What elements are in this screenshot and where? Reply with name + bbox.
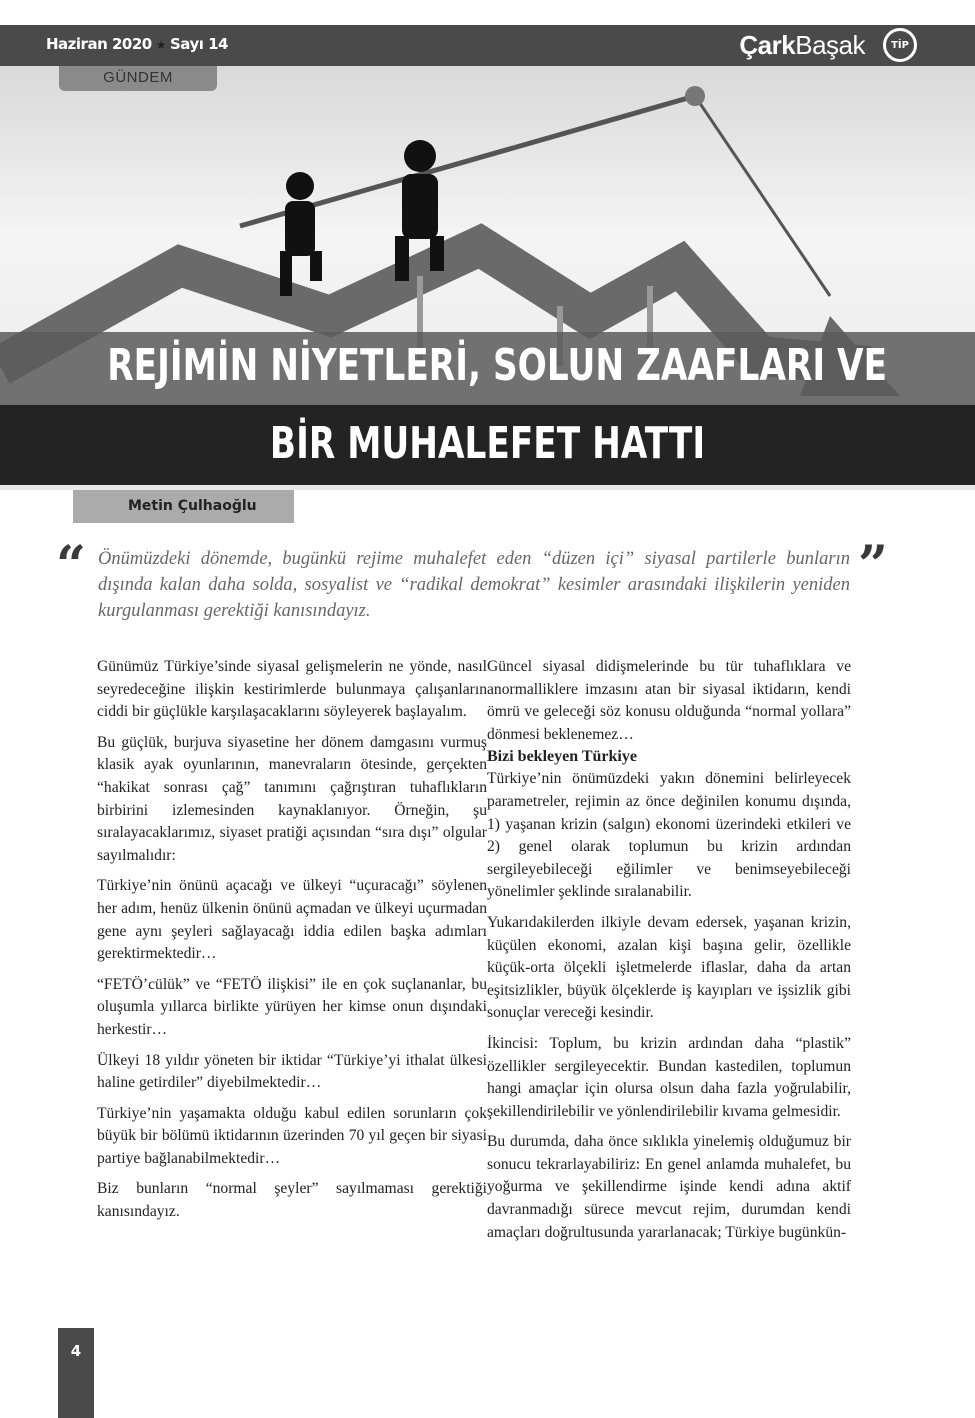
pull-quote: Önümüzdeki dönemde, bugünkü rejime muhalefet eden “düzen içi” siyasal partilerle bunların dışında kalan daha solda, sosyalist ve “radikal demokrat” kesimler arasındaki ilişkilerin yeniden kurgulanması gerektiği kanısındayız. (98, 549, 850, 621)
seal-text: TİP (891, 39, 909, 51)
paragraph: Bu durumda, daha önce sıklıkla yinelemiş olduğumuz bir sonucu tekrarlayabiliriz: En genel anlamda muhalefet, bu yoğurma ve şekillendirme işinde kendi adına aktif davranmadığı sürece mevcut rejim, durumdan kendi amaçları doğrultusunda yararlanacak; Türkiye bugünkün- (487, 1133, 851, 1241)
article-title-line-2: BİR MUHALEFET HATTI (269, 418, 706, 469)
issue-info (46, 35, 228, 53)
right-column (487, 656, 851, 1252)
party-seal-icon (883, 28, 917, 62)
paragraph: Yukarıdakilerden ilkiyle devam edersek, yaşanan krizin, küçülen ekonomi, azalan kişi başına gelir, özellikle küçük-orta ölçekli işletmelerde iflaslar, daha da artan eşitsizlikler, büyük ölçeklerde iş kayıpları ve işsizlik gibi sonuçlar vereceği kesindir. (487, 913, 851, 1022)
article-title-line-1: REJİMİN NİYETLERİ, SOLUN ZAAFLARI VE (107, 340, 888, 391)
paragraph: Günümüz Türkiye’sinde siyasal gelişmelerin ne yönde, nasıl seyredeceğine ilişkin kestirimlerde bulunmaya çalışanların ciddi bir güçlükle karşılaşacaklarını söyleyerek başlayalım. (97, 658, 487, 721)
paragraph: Güncel siyasal didişmelerinde bu tür tuhaflıklara ve anormalliklere imzasını atan bir siyasal iktidarın, kendi ömrü ve geleceği söz konusu olduğunda “normal yollara” dönmesi beklenemez… (487, 658, 851, 743)
paragraph: İkincisi: Toplum, bu krizin ardından daha “plastik” özellikler sergileyecektir. Bundan kastedilen, toplumun hangi amaçlar için olursa olsun daha fazla yoğrulabilir, şekillendirilebilir ve yönlendirilebilir kıvama gelmesidir. (487, 1034, 851, 1120)
section-label: GÜNDEM (59, 66, 217, 91)
page-number: 4 (58, 1328, 94, 1418)
paragraph: Bu güçlük, burjuva siyasetine her dönem damgasını vurmuş klasik ayak oyunlarının, manevraların ötesinde, gerçekten “hakikat sonrası çağ” tanımını çağrıştıran tuhaflıkların birbirini izlemesinden kaynaklanıyor. Örneğin, şu sıralayacaklarımız, siyaset pratiği açısından “sıra dışı” olgular sayılmalıdır: (97, 733, 487, 864)
issue-date: Haziran 2020 (46, 35, 152, 53)
rope-end (695, 96, 830, 296)
paragraph: Türkiye’nin önünü açacağı ve ülkeyi “uçuracağı” söylenen her adım, henüz ülkenin önünü açmadan ve ülkeyi uçurmadan gene aynı şeyleri sağlayacağı iddia edilen başka adımları gerektirmektedir… (97, 877, 487, 963)
open-quote-icon: “ (56, 535, 86, 596)
brand-light: Başak (795, 30, 865, 60)
paragraph: Ülkeyi 18 yıldır yöneten bir iktidar “Türkiye’yi ithalat ülkesi haline getirdiler” diyebilmektedir… (97, 1051, 487, 1092)
pulley (685, 86, 705, 106)
subheading: Bizi bekleyen Türkiye (487, 748, 637, 766)
paragraph: “FETÖ’cülük” ve “FETÖ ilişkisi” ile en çok suçlananlar, bu oluşumla yıllarca birlikte yürüyen her kimse onun dışındaki herkestir… (97, 975, 487, 1038)
brand-bold: Çark (739, 30, 796, 60)
paragraph: Biz bunların “normal şeyler” sayılmaması gerektiği kanısındayız. (97, 1180, 487, 1221)
left-column (97, 656, 487, 1232)
magazine-header-bar (0, 25, 975, 66)
close-quote-icon: ” (858, 535, 888, 596)
issue-number: Sayı 14 (169, 35, 228, 53)
author-name: Metin Çulhaoğlu (73, 490, 294, 523)
star-icon: ★ (155, 38, 166, 52)
paragraph: Türkiye’nin önümüzdeki yakın dönemini belirleyecek parametreler, rejimin az önce değinilen konumu dışında, 1) yaşanan krizin (salgın) ekonomi üzerindeki etkileri ve 2) genel olarak toplumun bu krizin ardından sergileyebileceği eğilimler ve benimseyebileceği yönelimler şeklinde sıralanabilir. (487, 770, 851, 901)
brand-logo (739, 30, 865, 61)
paragraph: Türkiye’nin yaşamakta olduğu kabul edilen sorunların çok büyük bir bölümü iktidarının üzerinden 70 yıl geçen bir siyasi partiye bağlanabilmektedir… (97, 1104, 487, 1167)
